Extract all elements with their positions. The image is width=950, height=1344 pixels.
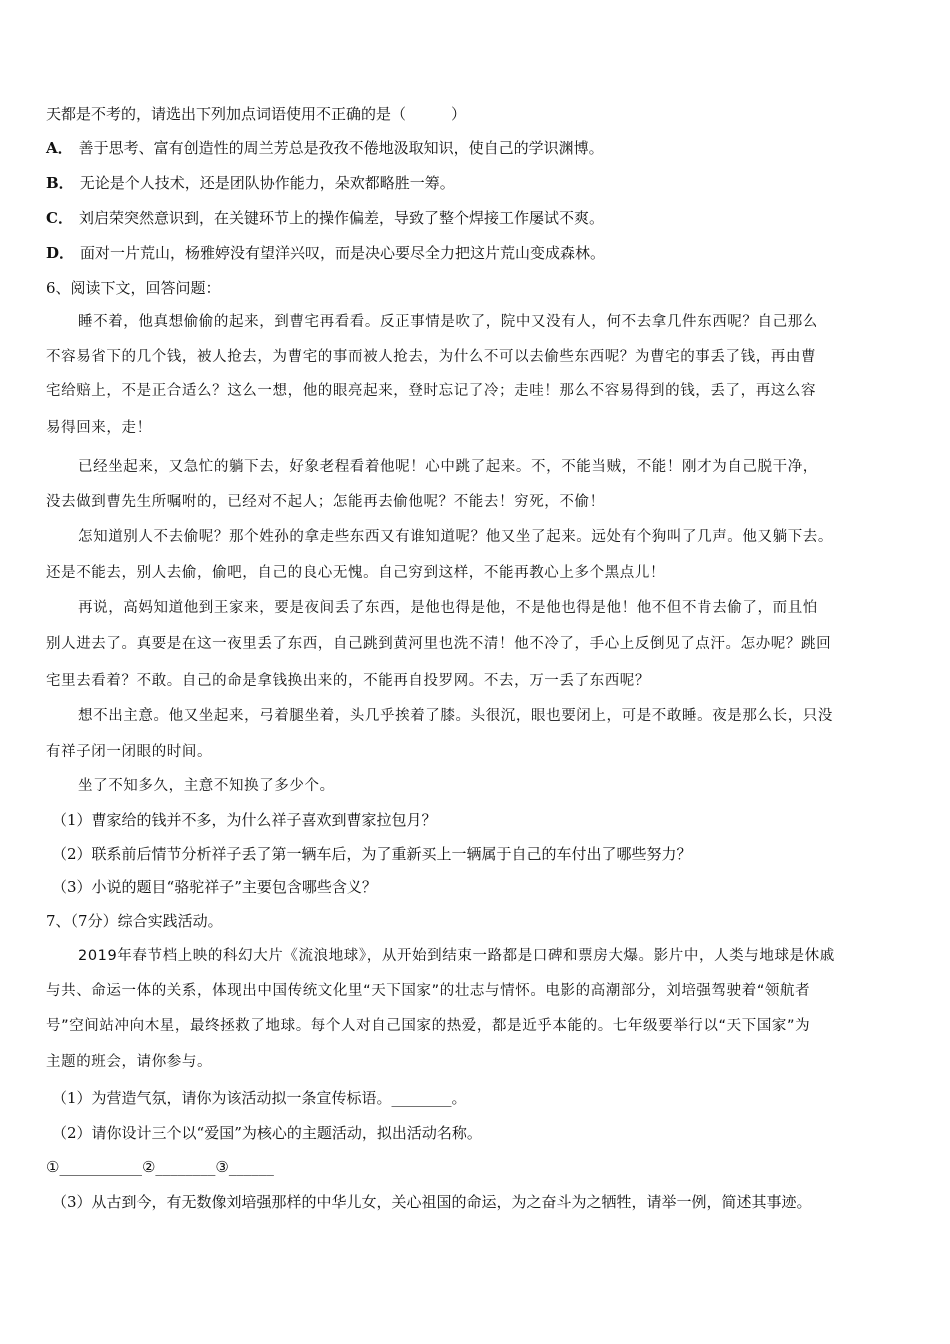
option-letter: C． (46, 209, 73, 227)
q6-question-1: （1）曹家给的钱并不多，为什么祥子喜欢到曹家拉包月？ (52, 811, 437, 829)
option-text: 面对一片荒山，杨雅婷没有望洋兴叹，而是决心要尽全力把这片荒山变成森林。 (80, 244, 606, 262)
q7-question-3: （3）从古到今，有无数像刘培强那样的中华儿女，关心祖国的命运，为之奋斗为之牺牲，请举一例，简述其事迹。 (52, 1193, 812, 1211)
q5-option-c (46, 208, 906, 228)
passage-line: 易得回来，走！ (46, 420, 152, 436)
q7-title: 7、（7分）综合实践活动。 (46, 912, 223, 930)
q7-intro-line: 主题的班会，请你参与。 (46, 1054, 213, 1070)
q5-option-a (46, 138, 906, 158)
option-text: 善于思考、富有创造性的周兰芳总是孜孜不倦地汲取知识，使自己的学识渊博。 (78, 139, 604, 157)
q6-question-3: （3）小说的题目“骆驼祥子”主要包含哪些含义？ (52, 878, 377, 896)
passage-line: 怎知道别人不去偷呢？那个姓孙的拿走些东西又有谁知道呢？他又坐了起来。远处有个狗叫了几声。他又躺下去。 (78, 529, 833, 545)
passage-line: 还是不能去，别人去偷，偷吧，自己的良心无愧。自己穷到这样，不能再教心上多个黑点儿！ (46, 565, 666, 581)
q6-title: 6、阅读下文，回答问题： (46, 279, 221, 297)
passage-line: 再说，高妈知道他到王家来，要是夜间丢了东西，是他也得是他，不是他也得是他！他不但不肯去偷了，而且怕 (78, 600, 818, 616)
q7-answer-blanks: ①___________②________③______ (46, 1158, 274, 1176)
passage-line: 没去做到曹先生所嘱咐的，已经对不起人；怎能再去偷他呢？不能去！穷死，不偷！ (46, 494, 605, 510)
passage-line: 想不出主意。他又坐起来，弓着腿坐着，头几乎挨着了膝。头很沉，眼也要闭上，可是不敢睡。夜是那么长，只没 (78, 708, 833, 724)
option-letter: B． (46, 174, 74, 192)
q5-option-b (46, 173, 906, 193)
option-letter: D． (46, 244, 75, 262)
q5-option-d (46, 243, 906, 263)
passage-line: 别人进去了。真要是在这一夜里丢了东西，自己跳到黄河里也洗不清！他不冷了，手心上反倒见了点汗。怎办呢？跳回 (46, 636, 832, 652)
passage-line: 已经坐起来，又急忙的躺下去，好象老程看着他呢！心中跳了起来。不，不能当贼，不能！刚才为自己脱干净， (78, 459, 818, 475)
passage-line: 不容易省下的几个钱，被人抢去，为曹宅的事而被人抢去，为什么不可以去偷些东西呢？为曹宅的事丢了钱，再由曹 (46, 349, 817, 365)
passage-line: 睡不着，他真想偷偷的起来，到曹宅再看看。反正事情是吹了，院中又没有人，何不去拿几件东西呢？自己那么 (78, 314, 818, 330)
option-letter: A． (46, 139, 73, 157)
option-text: 无论是个人技术，还是团队协作能力，朵欢都略胜一筹。 (79, 174, 455, 192)
q6-question-2: （2）联系前后情节分析祥子丢了第一辆车后，为了重新买上一辆属于自己的车付出了哪些努力？ (52, 845, 692, 863)
passage-line: 宅里去看着？不敢。自己的命是拿钱换出来的，不能再自投罗网。不去，万一丢了东西呢？ (46, 673, 650, 689)
q5-stem: 天都是不考的，请选出下列加点词语使用不正确的是（ ） (46, 105, 467, 123)
passage-line: 宅给赔上，不是正合适么？这么一想，他的眼亮起来，登时忘记了冷；走哇！那么不容易得到的钱，丢了，再这么容 (46, 383, 817, 399)
q7-intro-line: 与共、命运一体的关系，体现出中国传统文化里“天下国家”的壮志与情怀。电影的高潮部分，刘培强驾驶着“领航者 (46, 983, 811, 999)
option-text: 刘启荣突然意识到，在关键环节上的操作偏差，导致了整个焊接工作屡试不爽。 (78, 209, 604, 227)
q7-question-2: （2）请你设计三个以“爱国”为核心的主题活动，拟出活动名称。 (52, 1124, 482, 1142)
passage-line: 坐了不知多久，主意不知换了多少个。 (78, 778, 335, 794)
q7-question-1: （1）为营造气氛，请你为该活动拟一条宣传标语。________。 (52, 1089, 467, 1107)
q7-intro-line: 号”空间站冲向木星，最终拯救了地球。每个人对自己国家的热爱，都是近乎本能的。七年级要举行以“天下国家”为 (46, 1018, 811, 1034)
passage-line: 有祥子闭一闭眼的时间。 (46, 744, 213, 760)
q7-intro-line: 2019年春节档上映的科幻大片《流浪地球》，从开始到结束一路都是口碑和票房大爆。影片中，人类与地球是休戚 (78, 948, 835, 964)
